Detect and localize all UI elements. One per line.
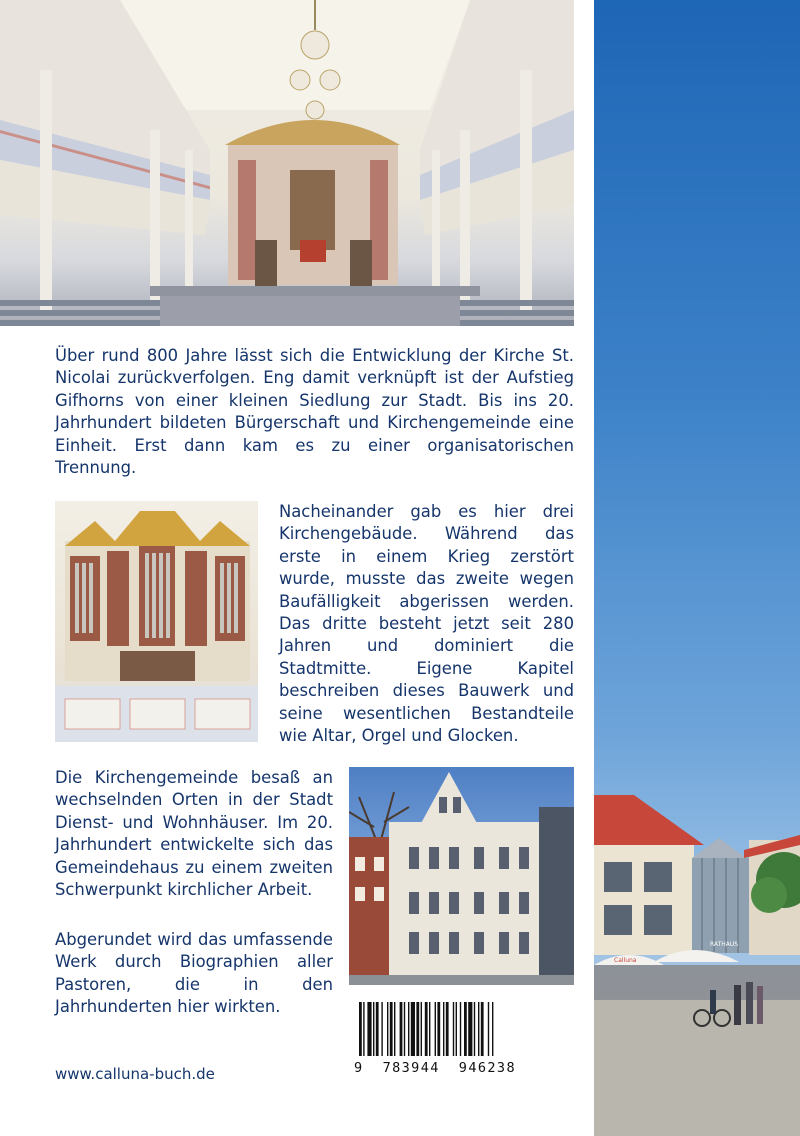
barcode-bar [367,1002,371,1056]
barcode-bar [464,1002,467,1056]
barcode-bar [446,1002,449,1056]
community-house-illustration [349,767,574,985]
town-hall-photo [594,0,800,1136]
barcode-bar [437,1002,440,1056]
community-house-photo [349,767,574,985]
organ-illustration [55,501,258,742]
barcode-bar [408,1002,409,1056]
barcode-bar [435,1002,436,1056]
intro-paragraph: Über rund 800 Jahre lässt sich die Entwicklung der Kirche St. Nicolai zurückverfolgen. Eng damit verknüpft ist der Aufstieg Gifhorns von einer kleinen Siedlung zur Stadt. Bis ins 20. Jahrhundert bildeten Bürgerschaft und Kirchengemeinde eine Einheit. Erst dann kam es zu einer organisatorischen Trennung. [55,346,574,478]
barcode-bar [404,1002,405,1056]
barcode-bars [349,1000,517,1058]
barcode-bar [400,1002,403,1056]
barcode-bar [425,1002,428,1056]
barcode-bar [481,1002,484,1056]
isbn-digits: 9 783944 946238 [354,1060,516,1076]
pastors-paragraph: Abgerundet wird das umfassende Werk durch Biographien aller Pastoren, die in den Jahrhunderten hier wirkten. [55,930,333,1017]
barcode-bar [421,1002,422,1056]
barcode-bar [376,1002,379,1056]
website-link[interactable]: www.calluna-buch.de [55,1065,215,1083]
barcode-bar [359,1002,362,1056]
rathaus-sign: RATHAUS [710,941,739,948]
barcode-bar [456,1002,457,1056]
organ-photo [55,501,258,742]
barcode-bar [468,1002,472,1056]
barcode-bar [492,1002,493,1056]
barcode-bar [363,1002,364,1056]
barcode-bar [381,1002,382,1056]
barcode-bar [443,1002,444,1056]
church-interior-photo [0,0,574,326]
church-interior-illustration [0,0,574,326]
barcode-bar [453,1002,454,1056]
barcode-bar [429,1002,430,1056]
barcode-bar [416,1002,419,1056]
barcode-bar [474,1002,475,1056]
community-house-paragraph: Die Kirchengemeinde besaß an wechselnden Orten in der Stadt Dienst- und Wohnhäuser. Im 20. Jahrhundert entwickelte sich das Gemeindehaus zu einem zweiten Schwerpunkt kirchlicher Arbeit. [55,768,333,900]
barcode-bar [390,1002,393,1056]
barcode-bar [373,1002,374,1056]
town-square-illustration [594,0,800,1136]
barcode-bar [394,1002,395,1056]
church-buildings-paragraph: Nacheinander gab es hier drei Kirchengebäude. Während das erste in einem Krieg zerstört wurde, musste das zweite wegen Baufälligkeit abgerissen werden. Das dritte besteht jetzt seit 280 Jahren und dominiert die Stadtmitte. Eigene Kapitel beschreiben dieses Bauwerk und seine wesentlichen Bestandteile wie Altar, Orgel und Glocken. [279,502,574,746]
umbrella-sign: Calluna [614,957,637,964]
barcode-bar [411,1002,415,1056]
barcode-bar [488,1002,489,1056]
barcode-bar [387,1002,388,1056]
barcode-bar [478,1002,479,1056]
barcode-bar [460,1002,461,1056]
